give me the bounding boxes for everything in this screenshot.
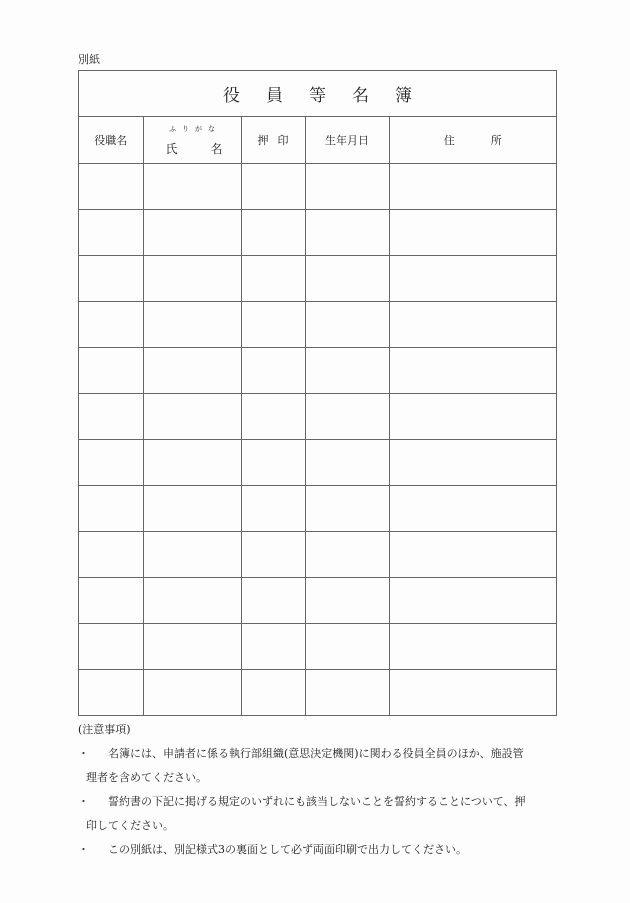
table-row [79,624,556,670]
table-row [79,348,556,394]
cell-seal[interactable] [241,532,305,578]
cell-birthdate[interactable] [305,624,389,670]
cell-name[interactable] [143,164,241,210]
cell-address[interactable] [389,624,556,670]
cell-name[interactable] [143,532,241,578]
cell-address[interactable] [389,210,556,256]
table-row [79,578,556,624]
table-row [79,210,556,256]
name-label-surname: 氏 [165,141,178,156]
roster-title-row [79,71,556,117]
cell-seal[interactable] [241,256,305,302]
cell-position[interactable] [79,440,143,486]
cell-name[interactable] [143,624,241,670]
table-row [79,394,556,440]
cell-birthdate[interactable] [305,164,389,210]
cell-name[interactable] [143,670,241,716]
note-item: ・ 誓約書の下記に掲げる規定のいずれにも該当しないことを誓約することについて、押 印してください。 [78,795,526,832]
cell-birthdate[interactable] [305,256,389,302]
col-birthdate: 生年月日 [305,117,389,164]
cell-seal[interactable] [241,348,305,394]
notes-heading: (注意事項) [78,723,131,736]
table-row [79,486,556,532]
cell-name[interactable] [143,348,241,394]
cell-position[interactable] [79,394,143,440]
cell-name[interactable] [143,256,241,302]
cell-birthdate[interactable] [305,210,389,256]
cell-address[interactable] [389,302,556,348]
cell-address[interactable] [389,164,556,210]
cell-seal[interactable] [241,486,305,532]
notes-section [78,718,558,862]
cell-birthdate[interactable] [305,578,389,624]
cell-address[interactable] [389,486,556,532]
cell-address[interactable] [389,578,556,624]
cell-seal[interactable] [241,164,305,210]
cell-seal[interactable] [241,440,305,486]
note-item: ・ 名簿には、申請者に係る執行部組織(意思決定機関)に関わる役員全員のほか、施設管 理者を含めてください。 [78,747,524,784]
col-seal: 押印 [241,117,305,164]
col-position: 役職名 [79,117,143,164]
cell-birthdate[interactable] [305,440,389,486]
table-row [79,164,556,210]
cell-birthdate[interactable] [305,670,389,716]
cell-position[interactable] [79,256,143,302]
col-name [143,117,241,164]
cell-name[interactable] [143,210,241,256]
cell-seal[interactable] [241,302,305,348]
cell-name[interactable] [143,486,241,532]
officer-roster-form [78,70,557,716]
table-row [79,532,556,578]
roster-title: 役員等名簿 [223,86,438,106]
cell-position[interactable] [79,302,143,348]
cell-seal[interactable] [241,394,305,440]
cell-position[interactable] [79,486,143,532]
header-row [79,117,556,164]
cell-address[interactable] [389,670,556,716]
cell-birthdate[interactable] [305,532,389,578]
cell-position[interactable] [79,348,143,394]
name-label-given: 名 [210,141,223,156]
cell-seal[interactable] [241,624,305,670]
cell-position[interactable] [79,532,143,578]
cell-position[interactable] [79,164,143,210]
cell-seal[interactable] [241,210,305,256]
cell-name[interactable] [143,394,241,440]
roster-table [79,117,556,715]
cell-name[interactable] [143,578,241,624]
cell-address[interactable] [389,440,556,486]
attachment-label: 別紙 [78,53,100,66]
cell-position[interactable] [79,624,143,670]
note-item: ・ この別紙は、別記様式3の裏面として必ず両面印刷で出力してください。 [78,843,467,856]
cell-position[interactable] [79,210,143,256]
cell-birthdate[interactable] [305,394,389,440]
cell-seal[interactable] [241,670,305,716]
cell-position[interactable] [79,578,143,624]
cell-address[interactable] [389,532,556,578]
cell-name[interactable] [143,302,241,348]
col-address: 住所 [389,117,556,164]
cell-seal[interactable] [241,578,305,624]
table-row [79,670,556,716]
table-row [79,256,556,302]
cell-address[interactable] [389,348,556,394]
table-row [79,302,556,348]
table-row [79,440,556,486]
cell-name[interactable] [143,440,241,486]
cell-address[interactable] [389,394,556,440]
cell-birthdate[interactable] [305,486,389,532]
cell-address[interactable] [389,256,556,302]
cell-position[interactable] [79,670,143,716]
furigana-label: ふりがな [169,124,221,133]
cell-birthdate[interactable] [305,302,389,348]
cell-birthdate[interactable] [305,348,389,394]
